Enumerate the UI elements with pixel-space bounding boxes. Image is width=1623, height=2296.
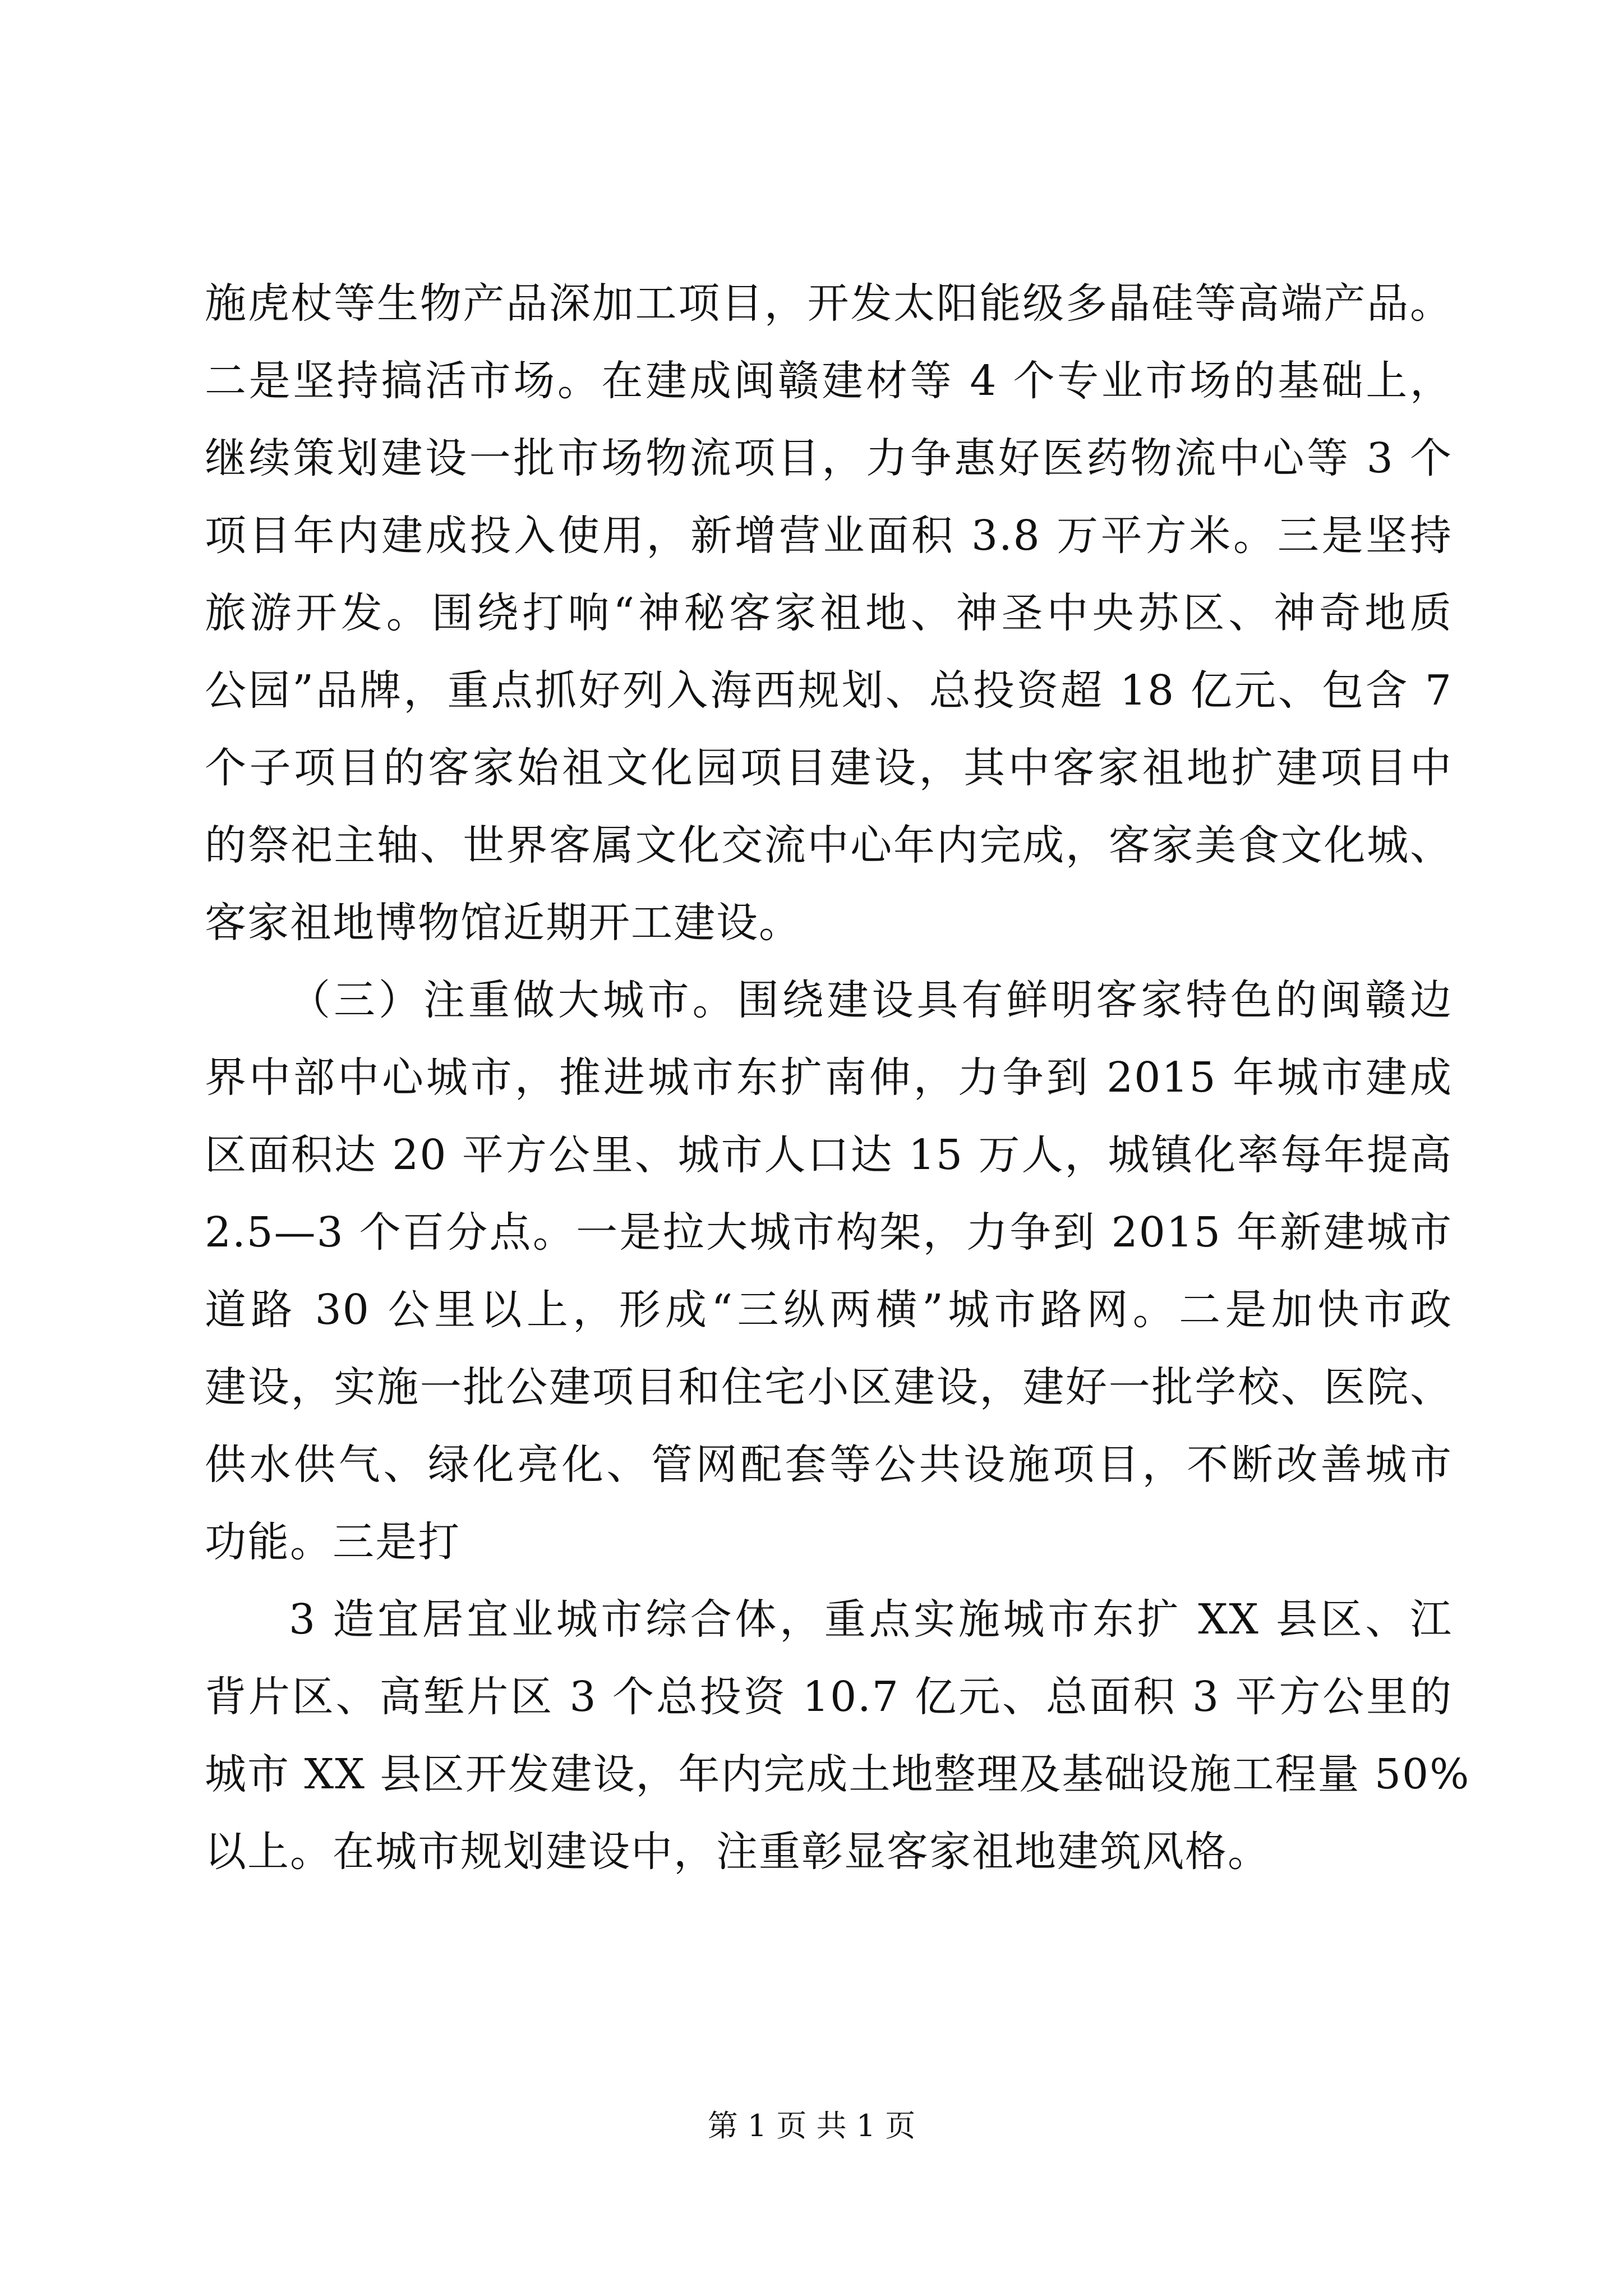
text-line: 项目年内建成投入使用，新增营业面积 3.8 万平方米。三是坚持: [205, 512, 1453, 560]
page-footer: 第 1 页 共 1 页: [707, 2108, 916, 2143]
text-line: 功能。三是打: [205, 1518, 460, 1566]
text-line: 个子项目的客家始祖文化园项目建设，其中客家祖地扩建项目中: [205, 744, 1453, 792]
text-line: 道路 30 公里以上，形成“三纵两横”城市路网。二是加快市政: [205, 1286, 1453, 1334]
text-line: 建设，实施一批公建项目和住宅小区建设，建好一批学校、医院、: [205, 1363, 1453, 1411]
text-line: 施虎杖等生物产品深加工项目，开发太阳能级多晶硅等高端产品。: [205, 279, 1453, 328]
text-line: 二是坚持搞活市场。在建成闽赣建材等 4 个专业市场的基础上，: [205, 357, 1453, 405]
text-line: 以上。在城市规划建设中，注重彰显客家祖地建筑风格。: [205, 1828, 1270, 1876]
text-line: 3 造宜居宜业城市综合体，重点实施城市东扩 XX 县区、江: [289, 1595, 1453, 1644]
text-line: 2.5—3 个百分点。一是拉大城市构架，力争到 2015 年新建城市: [205, 1208, 1453, 1257]
text-line: 继续策划建设一批市场物流项目，力争惠好医药物流中心等 3 个: [205, 434, 1453, 482]
text-line: 旅游开发。围绕打响“神秘客家祖地、神圣中央苏区、神奇地质: [205, 589, 1453, 637]
text-line: 城市 XX 县区开发建设，年内完成土地整理及基础设施工程量 50%: [205, 1750, 1470, 1798]
section-heading-line: （三）注重做大城市。围绕建设具有鲜明客家特色的闽赣边: [289, 976, 1453, 1024]
text-line: 供水供气、绿化亮化、管网配套等公共设施项目，不断改善城市: [205, 1441, 1453, 1489]
text-line: 公园”品牌，重点抓好列入海西规划、总投资超 18 亿元、包含 7: [205, 666, 1453, 715]
text-line: 客家祖地博物馆近期开工建设。: [205, 899, 801, 947]
text-line: 背片区、高堑片区 3 个总投资 10.7 亿元、总面积 3 平方公里的: [205, 1673, 1453, 1721]
text-line: 的祭祀主轴、世界客属文化交流中心年内完成，客家美食文化城、: [205, 821, 1453, 869]
text-line: 界中部中心城市，推进城市东扩南伸，力争到 2015 年城市建成: [205, 1053, 1453, 1102]
document-body: [205, 265, 1470, 1890]
text-line: 区面积达 20 平方公里、城市人口达 15 万人，城镇化率每年提高: [205, 1131, 1453, 1179]
